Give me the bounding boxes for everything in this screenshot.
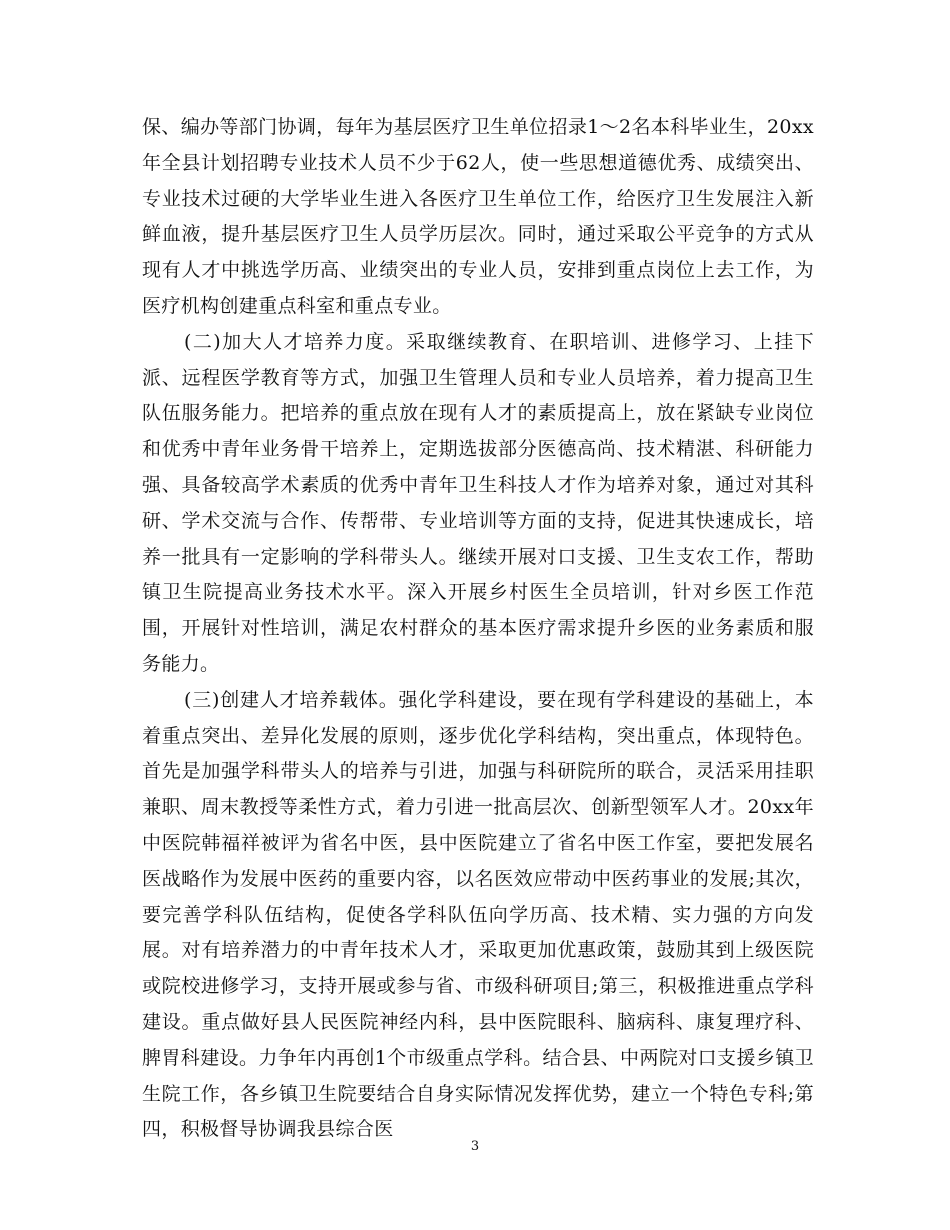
paragraph-talent-training: (二)加大人才培养力度。采取继续教育、在职培训、进修学习、上挂下派、远程医学教育等方式，加强卫生管理人员和专业人员培养，着力提高卫生队伍服务能力。把培养的重点放在现有人才的素质提高上，放在紧缺专业岗位和优秀中青年业务骨干培养上，定期选拔部分医德高尚、技术精湛、科研能力强、具备较高学术素质的优秀中青年卫生科技人才作为培养对象，通过对其科研、学术交流与合作、传帮带、专业培训等方面的支持，促进其快速成长，培养一批具有一定影响的学科带头人。继续开展对口支援、卫生支农工作，帮助镇卫生院提高业务技术水平。深入开展乡村医生全员培训，针对乡医工作范围，开展针对性培训，满足农村群众的基本医疗需求提升乡医的业务素质和服务能力。	[142, 330, 814, 675]
page-number: 3	[470, 1139, 480, 1154]
document-body	[142, 110, 814, 1148]
paragraph-continuation: 保、编办等部门协调，每年为基层医疗卫生单位招录1～2名本科毕业生，20xx年全县计划招聘专业技术人员不少于62人，使一些思想道德优秀、成绩突出、专业技术过硬的大学毕业生进入各医疗卫生单位工作，给医疗卫生发展注入新鲜血液，提升基层医疗卫生人员学历层次。同时，通过采取公平竞争的方式从现有人才中挑选学历高、业绩突出的专业人员，安排到重点岗位上去工作，为医疗机构创建重点科室和重点专业。	[142, 116, 814, 317]
paragraph-talent-platform: (三)创建人才培养载体。强化学科建设，要在现有学科建设的基础上，本着重点突出、差异化发展的原则，逐步优化学科结构，突出重点，体现特色。首先是加强学科带头人的培养与引进，加强与科研院所的联合，灵活采用挂职兼职、周末教授等柔性方式，着力引进一批高层次、创新型领军人才。20xx年中医院韩福祥被评为省名中医，县中医院建立了省名中医工作室，要把发展名医战略作为发展中医药的重要内容，以名医效应带动中医药事业的发展;其次，要完善学科队伍结构，促使各学科队伍向学历高、技术精、实力强的方向发展。对有培养潜力的中青年技术人才，采取更加优惠政策，鼓励其到上级医院或院校进修学习，支持开展或参与省、市级科研项目;第三，积极推进重点学科建设。重点做好县人民医院神经内科，县中医院眼科、脑病科、康复理疗科、脾胃科建设。力争年内再创1个市级重点学科。结合县、中两院对口支援乡镇卫生院工作，各乡镇卫生院要结合自身实际情况发挥优势，建立一个特色专科;第四，积极督导协调我县综合医	[142, 688, 814, 1141]
